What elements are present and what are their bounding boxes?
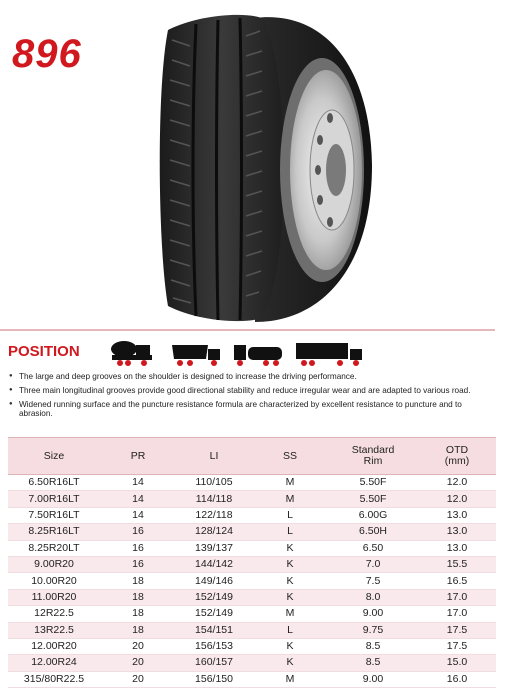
table-cell: 160/157 [176,655,252,671]
dump-truck-icon [172,345,220,366]
table-cell: K [252,556,328,572]
table-row [8,540,496,556]
table-cell: M [252,606,328,622]
table-cell: 16 [100,556,176,572]
table-row [8,524,496,540]
table-row [8,507,496,523]
table-cell: 18 [100,573,176,589]
table-cell: 18 [100,622,176,638]
mixer-truck-icon [111,341,152,366]
table-cell: 14 [100,507,176,523]
table-cell: 7.5 [328,573,418,589]
table-cell: 16.5 [418,573,496,589]
table-cell: L [252,507,328,523]
table-cell: 8.25R16LT [8,524,100,540]
table-cell: 6.00G [328,507,418,523]
table-row [8,556,496,572]
table-cell: 17.0 [418,606,496,622]
table-cell: 14 [100,475,176,491]
section-divider [0,329,495,331]
feature-item: ● Widened running surface and the puncture resistance formula are characterized by excellent resistance to puncture and to abrasion. [8,400,496,418]
position-heading: POSITION [8,343,80,360]
table-cell: M [252,491,328,507]
table-cell: 20 [100,671,176,687]
table-cell: 12.0 [418,475,496,491]
table-cell: 10.00R20 [8,573,100,589]
table-cell: 12R22.5 [8,606,100,622]
table-cell: M [252,671,328,687]
table-cell: 11.00R20 [8,589,100,605]
table-cell: 110/105 [176,475,252,491]
table-cell: 13.0 [418,507,496,523]
table-cell: 8.0 [328,589,418,605]
table-cell: 5.50F [328,491,418,507]
table-cell: 13R22.5 [8,622,100,638]
table-cell: 15.0 [418,655,496,671]
table-cell: 15.5 [418,556,496,572]
table-cell: L [252,622,328,638]
table-row [8,491,496,507]
table-cell: K [252,540,328,556]
table-cell: 12.00R20 [8,638,100,654]
feature-item: ● Three main longitudinal grooves provide good directional stability and reduce irregular wear and are adapted to various road. [8,386,496,395]
table-cell: 315/80R22.5 [8,671,100,687]
header-pr: PR [100,438,176,475]
table-cell: 152/149 [176,589,252,605]
feature-list [8,372,496,423]
table-cell: 9.00 [328,606,418,622]
table-cell: 154/151 [176,622,252,638]
table-cell: 16 [100,540,176,556]
cargo-trailer-icon [296,343,362,366]
table-row [8,475,496,491]
table-cell: 17.0 [418,589,496,605]
table-cell: K [252,589,328,605]
tanker-truck-icon [234,345,282,366]
table-cell: 6.50H [328,524,418,540]
table-cell: K [252,638,328,654]
table-row [8,589,496,605]
table-row [8,606,496,622]
table-cell: 17.5 [418,622,496,638]
header-size: Size [8,438,100,475]
feature-item: ● The large and deep grooves on the shoulder is designed to increase the driving performance. [8,372,496,381]
table-cell: 17.5 [418,638,496,654]
table-cell: 20 [100,638,176,654]
table-cell: 128/124 [176,524,252,540]
table-cell: 149/146 [176,573,252,589]
header-otd: OTD (mm) [418,438,496,475]
table-cell: 8.25R20LT [8,540,100,556]
table-cell: 20 [100,655,176,671]
table-cell: 9.00 [328,671,418,687]
table-cell: M [252,475,328,491]
table-cell: 8.5 [328,655,418,671]
tire-image [0,0,508,330]
table-row [8,655,496,671]
table-header-row [8,438,496,475]
table-cell: 13.0 [418,524,496,540]
header-standard-rim: Standard Rim [328,438,418,475]
table-cell: 14 [100,491,176,507]
table-cell: 12.0 [418,491,496,507]
table-cell: 144/142 [176,556,252,572]
spec-table [8,437,496,688]
table-cell: 122/118 [176,507,252,523]
table-cell: 16 [100,524,176,540]
table-cell: 156/150 [176,671,252,687]
table-row [8,638,496,654]
table-cell: 7.0 [328,556,418,572]
table-cell: 7.50R16LT [8,507,100,523]
table-cell: 6.50 [328,540,418,556]
table-cell: 7.00R16LT [8,491,100,507]
table-cell: 5.50F [328,475,418,491]
table-cell: 18 [100,606,176,622]
table-cell: K [252,573,328,589]
table-cell: 9.75 [328,622,418,638]
table-cell: 8.5 [328,638,418,654]
table-cell: 18 [100,589,176,605]
header-ss: SS [252,438,328,475]
table-row [8,671,496,687]
table-row [8,573,496,589]
table-cell: L [252,524,328,540]
vehicle-icons [108,337,368,369]
table-cell: 139/137 [176,540,252,556]
table-cell: 114/118 [176,491,252,507]
table-cell: 13.0 [418,540,496,556]
table-cell: 12.00R24 [8,655,100,671]
table-cell: 156/153 [176,638,252,654]
table-cell: K [252,655,328,671]
table-cell: 152/149 [176,606,252,622]
model-number: 896 [12,32,82,76]
table-cell: 6.50R16LT [8,475,100,491]
header-li: LI [176,438,252,475]
table-cell: 9.00R20 [8,556,100,572]
table-cell: 16.0 [418,671,496,687]
table-row [8,622,496,638]
